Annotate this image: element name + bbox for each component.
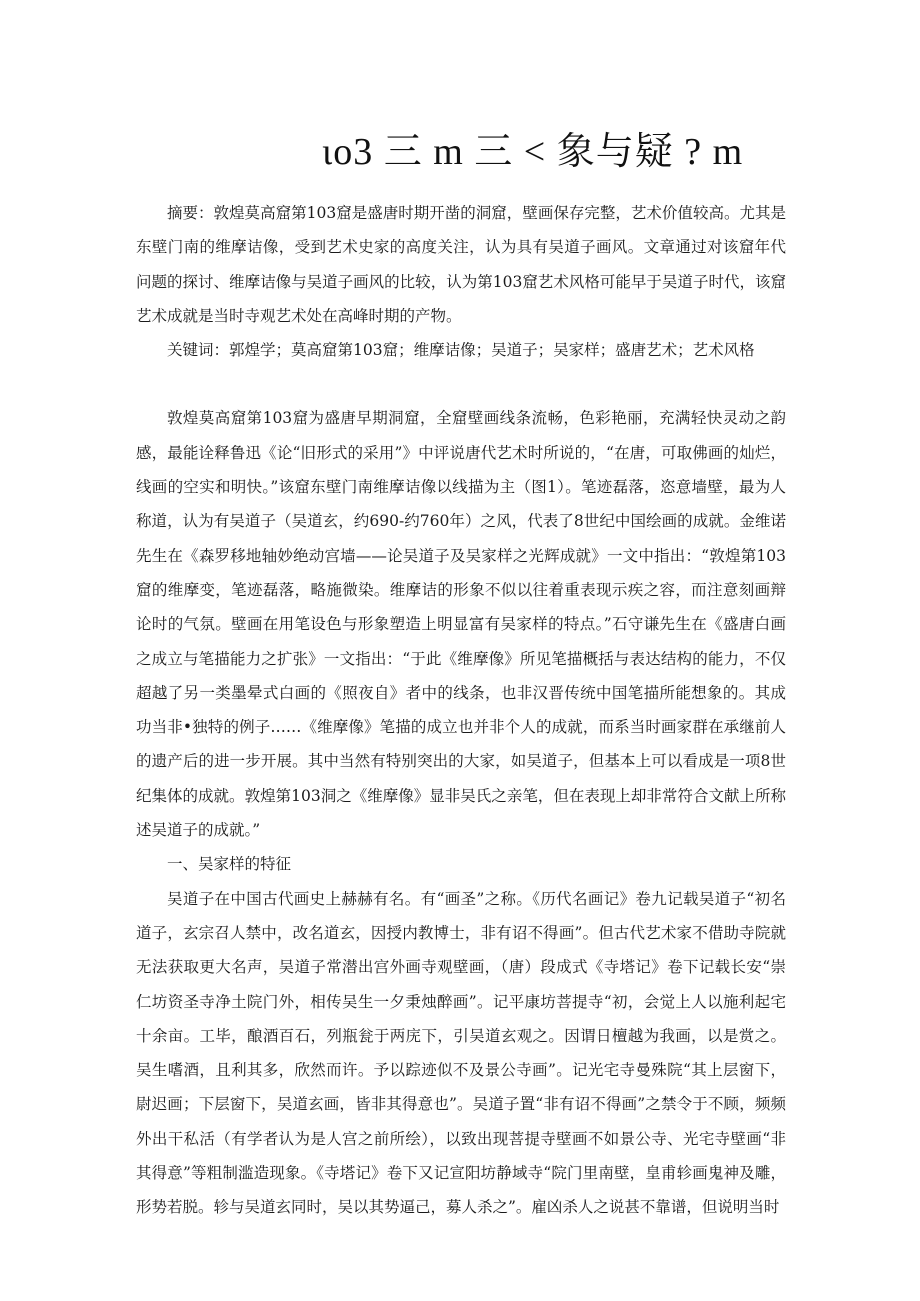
keywords-paragraph: 关键词：郭煌学；莫高窟第103窟；维摩诘像；吴道子；吴家样；盛唐艺术；艺术风格 <box>167 341 755 360</box>
body-paragraph-2: 吴道子在中国古代画史上赫赫有名。有“画圣”之称。《历代名画记》卷九记载吴道子“初名道子，玄宗召人禁中，改名道玄，因授内教博士，非有诏不得画”。但古代艺术家不借助寺院就无法获取更大名声，吴道子常潜出宫外画寺观壁画，（唐）段成式《寺塔记》卷下记载长安“崇仁坊资圣寺净土院门外，相传吴生一夕秉烛醉画”。记平康坊菩提寺“初，会觉上人以施利起宅十余亩。工毕，酿酒百石，列瓶瓮于两庑下，引吴道玄观之。因谓日檀越为我画，以是赏之。吴生嗜酒，且利其多，欣然而许。予以踪迹似不及景公寺画”。记光宅寺曼殊院“其上层窗下，尉迟画；下层窗下，吴道玄画，皆非其得意也”。吴道子置“非有诏不得画”之禁令于不顾，频频外出干私活（有学者认为是人宫之前所绘），以致出现菩提寺壁画不如景公寺、光宅寺壁画“非其得意”等粗制滥造现象。《寺塔记》卷下又记宣阳坊静域寺“院门里南壁，皇甫轸画鬼神及雕，形势若脱。轸与吴道玄同时，吴以其势逼己，募人杀之”。雇凶杀人之说甚不靠谱，但说明当时 <box>136 889 786 1217</box>
abstract-paragraph: 摘要：敦煌莫高窟第103窟是盛唐时期开凿的洞窟，壁画保存完整，艺术价值较高。尤其是东壁门南的维摩诘像，受到艺术史家的高度关注，认为具有吴道子画风。文章通过对该窟年代问题的探讨、维摩诘像与吴道子画风的比较，认为第103窟艺术风格可能早于吴道子时代，该窟艺术成就是当时寺观艺术处在高峰时期的产物。 <box>136 204 786 325</box>
section-heading: 一、吴家样的特征 <box>167 855 292 874</box>
article-body <box>136 196 786 1225</box>
page-title: ιo3 三 m 三 < 象与疑 ? m <box>322 131 744 173</box>
body-paragraph-1: 敦煌莫高窟第103窟为盛唐早期洞窟，全窟壁画线条流畅，色彩艳丽，充满轻快灵动之韵感，最能诠释鲁迅《论“旧形式的采用”》中评说唐代艺术时所说的，“在唐，可取佛画的灿烂，线画的空实和明快。”该窟东壁门南维摩诘像以线描为主（图1）。笔迹磊落，恣意墙壁，最为人称道，认为有吴道子（吴道玄，约690-约760年）之风，代表了8世纪中国绘画的成就。金维诺先生在《森罗移地轴妙绝动宫墙——论吴道子及吴家样之光辉成就》一文中指出：“敦煌第103窟的维摩变，笔迹磊落，略施微染。维摩诘的形象不似以往着重表现示疾之容，而注意刻画辩论时的气氛。壁画在用笔设色与形象塑造上明显富有吴家样的特点。”石守谦先生在《盛唐白画之成立与笔描能力之扩张》一文指出：“于此《维摩像》所见笔描概括与表达结构的能力，不仅超越了另一类墨晕式白画的《照夜自》者中的线条，也非汉晋传统中国笔描所能想象的。其成功当非•独特的例子……《维摩像》笔描的成立也并非个人的成就，而系当时画家群在承继前人的遗产后的进一步开展。其中当然有特别突出的大家，如吴道子，但基本上可以看成是一项8世纪集体的成就。敦煌第103洞之《维摩像》显非吴氏之亲笔，但在表现上却非常符合文献上所称述吴道子的成就。” <box>136 409 786 840</box>
